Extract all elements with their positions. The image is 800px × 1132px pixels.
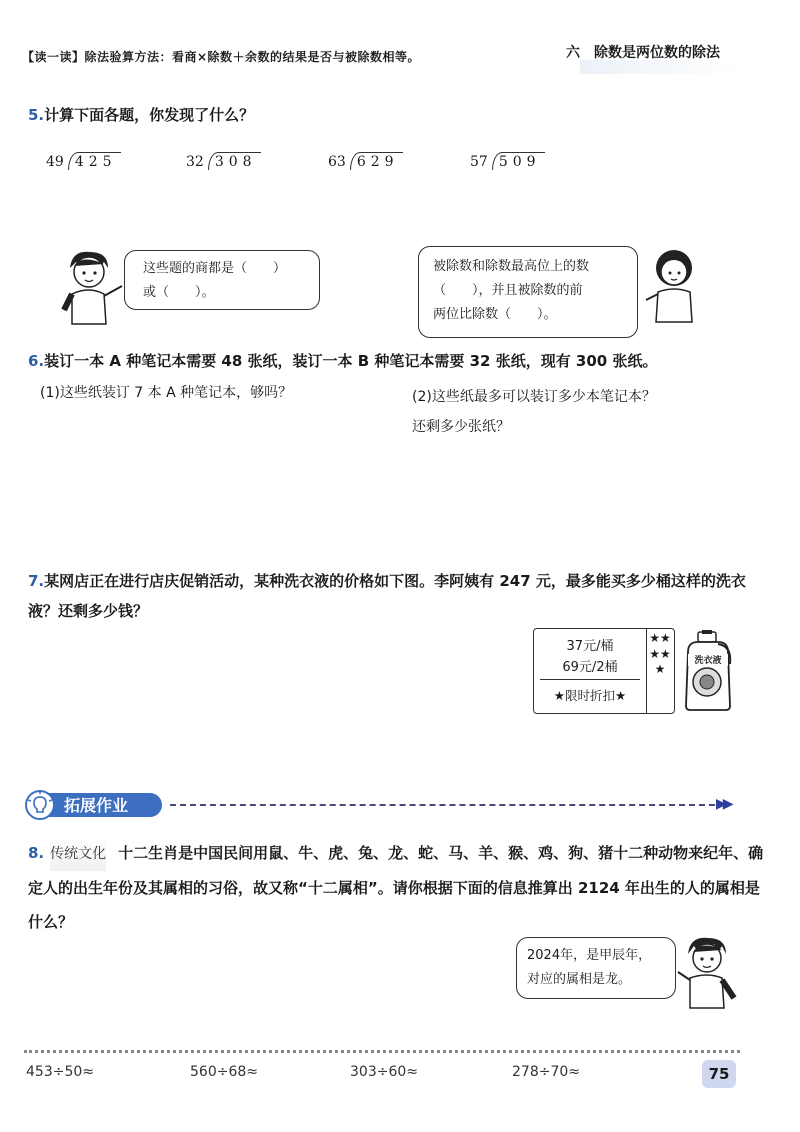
divisor: 49 [46,154,64,170]
stars-column [648,631,672,678]
promo-label: ★限时折扣★ [553,688,627,703]
long-division-3 [328,152,403,170]
question-7 [28,566,768,626]
dividend: 509 [492,152,545,170]
long-division-4 [470,152,545,170]
speech-bubble-right [418,246,638,338]
chapter-title: 六 除数是两位数的除法 [566,45,720,61]
question-6-part-1: (1)这些纸装订 7 本 A 种笔记本，够吗？ [40,385,293,401]
bottle-label: 洗衣液 [694,656,722,666]
question-5-text: 计算下面各题，你发现了什么？ [44,106,255,124]
price-single: 37元/桶 [566,639,614,654]
price-panel [534,629,647,713]
question-6-text: 装订一本 A 种笔记本需要 48 张纸，装订一本 B 种笔记本需要 32 张纸，现有 300 张纸。 [44,352,658,370]
culture-tag: 传统文化 [50,837,106,871]
question-7-number: 7. [28,572,45,590]
question-6 [28,350,657,371]
question-6-number: 6. [28,352,45,370]
bubble-line: 或（ ）。 [143,285,215,300]
stars: ★★★★★ [649,631,671,676]
bubble-line: （ ），并且被除数的前 [433,283,583,298]
question-8-text: 十二生肖是中国民间用鼠、牛、虎、兔、龙、蛇、马、羊、猴、鸡、狗、猪十二种动物来纪年、确定人的出生年份及其属相的习俗，故又称“十二属相”。请你根据下面的信息推算出 2124 年出生的人的属相是什么？ [28,844,764,931]
question-8 [28,836,768,939]
footer-dotted-rule [24,1050,740,1053]
bubble-line: 2024年，是甲辰年， [527,948,652,963]
question-5 [28,104,254,125]
estimate-item: 278÷70≈ [512,1064,580,1080]
reading-tip: 【读一读】除法验算方法：看商×除数＋余数的结果是否与被除数相等。 [22,50,421,64]
question-7-text: 某网店正在进行店庆促销活动，某种洗衣液的价格如下图。李阿姨有 247 元，最多能买多少桶这样的洗衣液？还剩多少钱？ [28,572,746,620]
bubble-line: 这些题的商都是（ ） [143,261,287,276]
question-6-part-2-line-1: (2)这些纸最多可以装订多少本笔记本？ [412,389,656,405]
divisor: 32 [186,154,204,170]
dashed-divider [170,804,715,806]
estimate-item: 453÷50≈ [26,1064,94,1080]
bubble-line: 被除数和除数最高位上的数 [433,259,590,274]
speech-bubble-zodiac [516,937,676,999]
extension-header [24,790,164,820]
estimate-item: 560÷68≈ [190,1064,258,1080]
question-5-number: 5. [28,106,45,124]
estimate-item: 303÷60≈ [350,1064,418,1080]
question-8-number: 8. [28,844,45,862]
long-division-2 [186,152,261,170]
dividend: 425 [68,152,121,170]
bubble-line: 两位比除数（ ）。 [433,307,557,322]
double-arrow-icon: ▶▶ [716,796,730,812]
bubble-line: 对应的属相是龙。 [527,972,632,987]
divisor: 57 [470,154,488,170]
price-tag [533,628,675,714]
page-number: 75 [702,1060,736,1088]
dividend: 629 [350,152,403,170]
speech-bubble-left [124,250,320,310]
boy-illustration [56,246,126,326]
long-division-1 [46,152,121,170]
detergent-bottle-icon [680,630,736,712]
divisor: 63 [328,154,346,170]
girl-illustration [640,244,704,324]
extension-title: 拓展作业 [64,796,129,815]
boy-illustration-2 [676,932,740,1010]
chapter-shade [580,60,740,74]
question-6-part-2 [412,382,656,442]
price-double: 69元/2桶 [540,656,640,680]
question-6-part-2-line-2: 还剩多少张纸？ [412,419,510,435]
dividend: 308 [208,152,261,170]
